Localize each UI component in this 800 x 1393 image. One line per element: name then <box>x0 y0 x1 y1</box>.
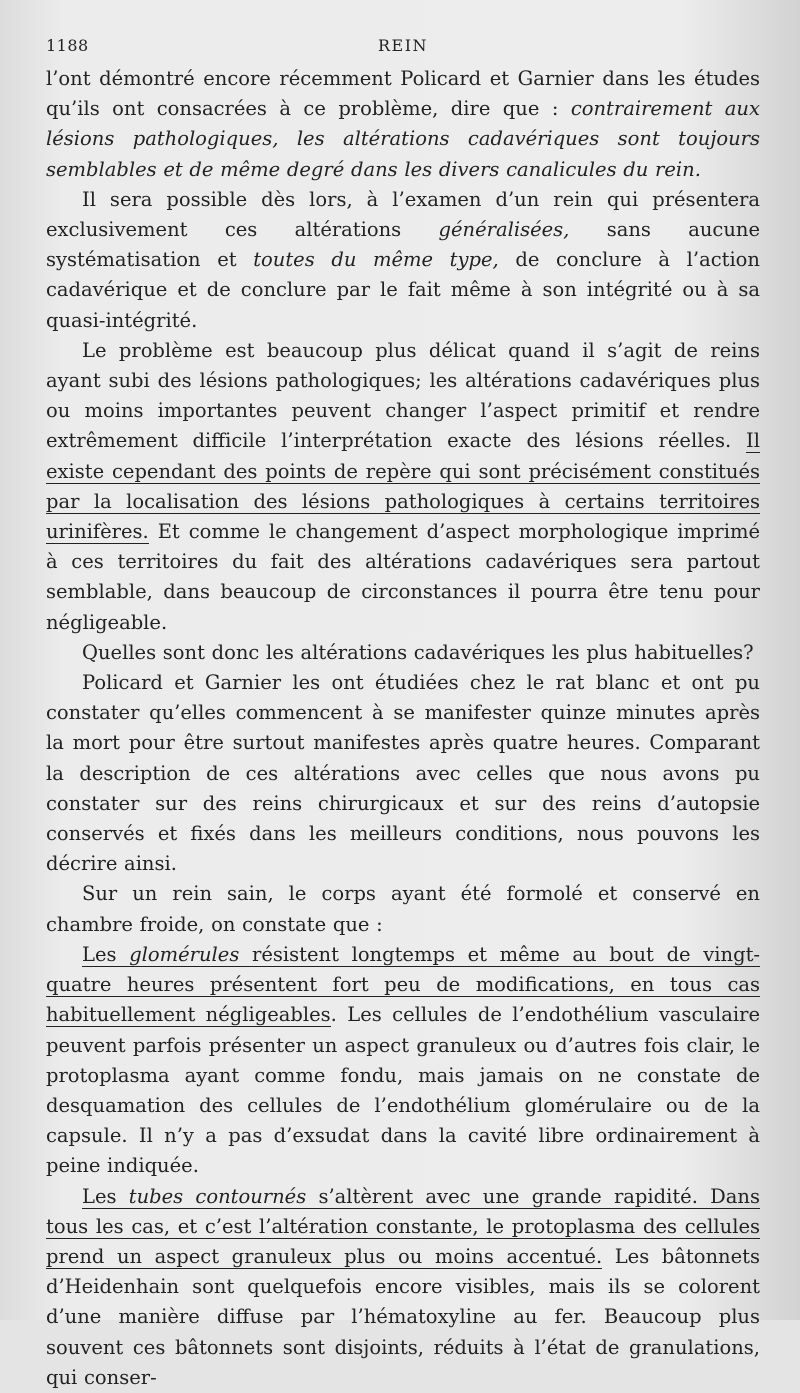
paragraph <box>46 668 760 879</box>
text-run: Les bâtonnets d’Heidenhain sont quelquefois encore visibles, mais ils se colorent d’une manière diffuse par l’hématoxyline au fer. Beaucoup plus souvent ces bâtonnets sont disjoints, réduits à l’état de granulations, qui conser- <box>46 1244 760 1389</box>
text-run: de conclure à l’action cadavérique et de conclure par le fait même à son intégrité ou à sa quasi-intégrité. <box>46 248 760 332</box>
text-run: Il sera possible dès lors, à l’examen d’un rein qui présentera exclusivement ces altérations <box>46 187 760 242</box>
text-run: Policard et Garnier les ont étudiées chez le rat blanc et ont pu constater qu’elles commencent à se manifester quinze minutes après la mort pour être surtout manifestes après quatre heures. Comparant la description de ces altérations avec celles que nous avons pu constater sur des reins chirurgicaux et sur des reins d’autopsie conservés et fixés dans les meilleurs conditions, nous pouvons les décrire ainsi. <box>46 671 760 876</box>
paragraph <box>46 1182 760 1393</box>
emphasized-text: tubes contournés <box>128 1184 307 1208</box>
paragraph <box>46 879 760 939</box>
text-run: sans aucune systématisation et <box>46 218 761 272</box>
paragraph <box>46 940 760 1182</box>
paragraph <box>46 185 760 336</box>
running-title: REIN <box>377 36 429 55</box>
underlined-text: Il existe cependant des points de repère qui sont précisément constitués par la localisation des lésions pathologiques à certains territoires urinifères. <box>46 429 760 544</box>
emphasized-text: généralisées, <box>438 218 570 242</box>
underlined-text: résistent longtemps et même au bout de vingt-quatre heures présentent fort peu de modifications, en tous cas habituellement négligeables <box>46 942 760 1027</box>
underlined-text: Les <box>82 942 130 966</box>
text-run: Quelles sont donc les altérations cadavériques les plus habituelles? <box>82 640 754 664</box>
underlined-text <box>129 943 239 967</box>
text-run: l’ont démontré encore récemment Policard et Garnier dans les études qu’ils ont consacrées à ce problème, dire que : <box>46 67 760 121</box>
underlined-text: Les <box>82 1184 129 1208</box>
emphasized-text: glomérules <box>129 942 240 966</box>
running-head <box>46 30 760 64</box>
text-run: Le problème est beaucoup plus délicat quand il s’agit de reins ayant subi des lésions pathologiques; les altérations cadavériques plus ou moins importantes peuvent changer l’aspect primitif et rendre extrêmement difficile l’interprétation exacte des lésions réelles. <box>46 338 760 453</box>
underlined-text: s’altèrent avec une grande rapidité. Dans tous les cas, et c’est l’altération constante, le protoplasma des cellules prend un aspect granuleux plus ou moins accentué. <box>46 1184 760 1268</box>
paragraph <box>46 336 760 638</box>
text-run: Et comme le changement d’aspect morphologique imprimé à ces territoires du fait des altérations cadavériques sera partout semblable, dans beaucoup de circonstances il pourra être tenu pour négligeable. <box>46 520 760 634</box>
emphasized-text: toutes du même type, <box>253 248 499 272</box>
page-number: 1188 <box>46 36 89 55</box>
body-text <box>46 64 760 1393</box>
text-run: . Les cellules de l’endothélium vasculaire peuvent parfois présenter un aspect granuleux ou d’autres fois clair, le protoplasma ayant comme fondu, mais jamais on ne constate de desquamation des cellules de l’endothélium glomérulaire ou de la capsule. Il n’y a pas d’exsudat dans la cavité libre ordinairement à peine indiquée. <box>46 1003 760 1178</box>
underlined-text <box>129 1185 306 1209</box>
emphasized-text: contrairement aux lésions pathologiques, les altérations cadavériques sont toujours semblables et de même degré dans les divers canalicules du rein. <box>46 97 760 181</box>
paragraph <box>46 64 760 185</box>
text-run: Sur un rein sain, le corps ayant été formolé et conservé en chambre froide, on constate que : <box>46 882 760 936</box>
paragraph <box>46 638 760 668</box>
